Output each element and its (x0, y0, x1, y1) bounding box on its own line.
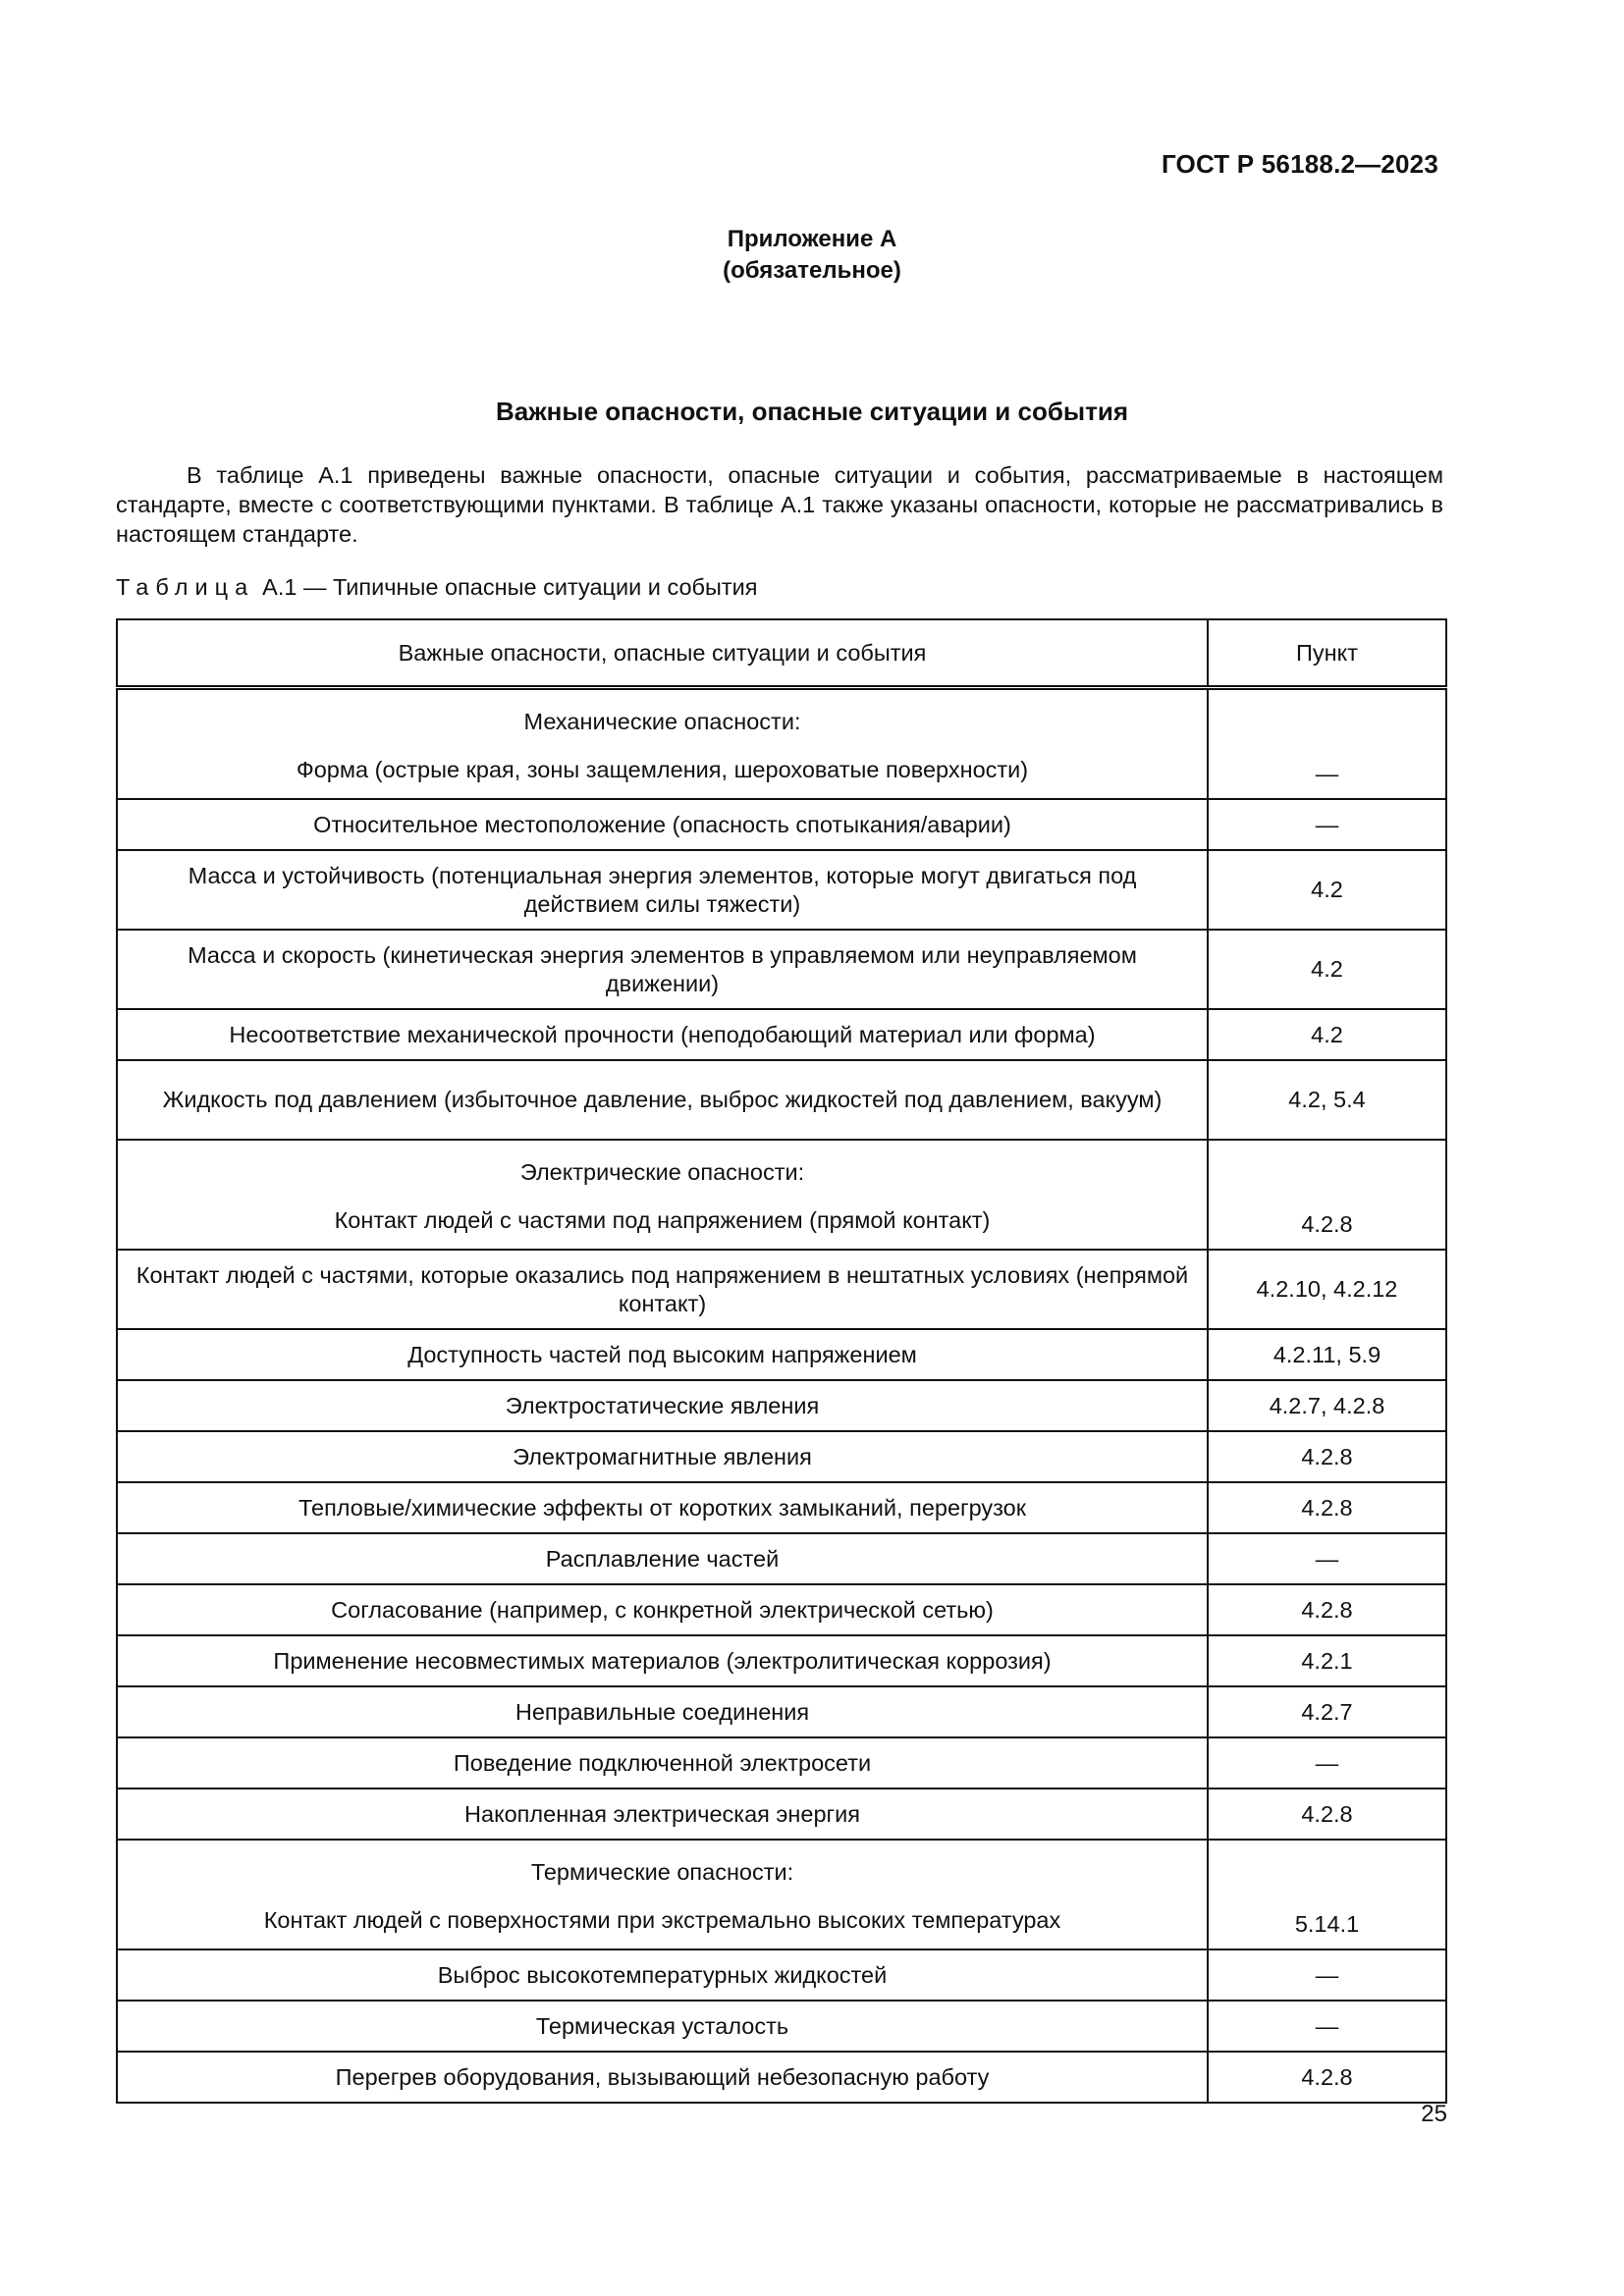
table-row (117, 1737, 1446, 1789)
hazard-cell (117, 688, 1208, 800)
hazard-cell (117, 1737, 1208, 1789)
hazard-text: Относительное местоположение (опасность спотыкания/аварии) (313, 811, 1011, 837)
clause-cell: 4.2 (1208, 850, 1446, 930)
clause-cell: 4.2.8 (1208, 1431, 1446, 1482)
table-row (117, 1009, 1446, 1060)
hazard-text: Доступность частей под высоким напряжением (407, 1341, 917, 1367)
hazard-cell (117, 2052, 1208, 2103)
table-row (117, 930, 1446, 1009)
table-row (117, 1635, 1446, 1686)
table-row (117, 688, 1446, 800)
hazard-text: Выброс высокотемпературных жидкостей (437, 1961, 888, 1988)
table-row (117, 1789, 1446, 1840)
hazard-text: Контакт людей с частями, которые оказались под напряжением в нештатных условиях (непрямой контакт) (135, 1261, 1189, 1316)
hazard-cell (117, 799, 1208, 850)
hazard-cell (117, 2001, 1208, 2052)
table-row (117, 1380, 1446, 1431)
hazard-cell (117, 1789, 1208, 1840)
clause-cell: — (1208, 1949, 1446, 2001)
clause-cell: 4.2.10, 4.2.12 (1208, 1250, 1446, 1329)
clause-cell: 4.2.1 (1208, 1635, 1446, 1686)
header-clause: Пункт (1208, 619, 1446, 688)
table-row (117, 1431, 1446, 1482)
hazard-text: Поведение подключенной электросети (453, 1749, 872, 1776)
table-row (117, 850, 1446, 930)
table-caption-label: Таблица (116, 574, 255, 600)
hazard-text: Перегрев оборудования, вызывающий небезопасную работу (335, 2063, 990, 2090)
clause-cell: 4.2.8 (1208, 1789, 1446, 1840)
clause-cell: 4.2.7 (1208, 1686, 1446, 1737)
page-number: 25 (1421, 2101, 1447, 2127)
hazard-text: Жидкость под давлением (избыточное давление, выброс жидкостей под давлением, вакуум) (162, 1087, 1163, 1112)
table-row (117, 2052, 1446, 2103)
hazard-cell (117, 1949, 1208, 2001)
table-row (117, 1840, 1446, 1949)
hazard-group-heading: Термические опасности: (530, 1859, 794, 1885)
hazard-text: Масса и устойчивость (потенциальная энергия элементов, которые могут двигаться под действием силы тяжести) (188, 862, 1137, 917)
clause-cell: — (1208, 688, 1446, 800)
hazard-text: Применение несовместимых материалов (электролитическая коррозия) (273, 1647, 1052, 1674)
hazard-cell (117, 1009, 1208, 1060)
clause-cell: 4.2.8 (1208, 2052, 1446, 2103)
table-header-row (117, 619, 1446, 688)
hazard-cell (117, 1686, 1208, 1737)
table-row (117, 2001, 1446, 2052)
clause-cell: 4.2 (1208, 930, 1446, 1009)
table-row (117, 1482, 1446, 1533)
clause-cell: 4.2 (1208, 1009, 1446, 1060)
hazard-cell (117, 1533, 1208, 1584)
clause-cell: 4.2.8 (1208, 1140, 1446, 1250)
appendix-heading (0, 224, 1624, 287)
hazards-table (116, 618, 1447, 2104)
hazard-cell (117, 1840, 1208, 1949)
hazard-group-heading: Механические опасности: (523, 709, 801, 734)
clause-cell: — (1208, 1533, 1446, 1584)
hazard-cell (117, 850, 1208, 930)
table-row (117, 1686, 1446, 1737)
clause-cell: 4.2, 5.4 (1208, 1060, 1446, 1140)
hazard-cell (117, 1060, 1208, 1140)
clause-cell: — (1208, 2001, 1446, 2052)
hazard-text: Накопленная электрическая энергия (464, 1800, 860, 1827)
table-row (117, 1329, 1446, 1380)
intro-paragraph: В таблице А.1 приведены важные опасности, опасные ситуации и события, рассматриваемые в настоящем стандарте, вместе с соответствующими пунктами. В таблице А.1 также указаны опасности, которые не рассматривались в настоящем стандарте. (116, 462, 1443, 547)
hazard-cell (117, 1140, 1208, 1250)
hazard-text: Контакт людей с поверхностями при экстремально высоких температурах (263, 1907, 1061, 1933)
hazard-text: Неправильные соединения (514, 1698, 810, 1725)
table-row (117, 1584, 1446, 1635)
table-row (117, 1533, 1446, 1584)
hazard-text: Термическая усталость (535, 2012, 789, 2039)
hazard-cell (117, 1584, 1208, 1635)
hazard-text: Несоответствие механической прочности (неподобающий материал или форма) (229, 1021, 1096, 1047)
hazard-text: Электромагнитные явления (513, 1443, 812, 1469)
clause-cell: — (1208, 799, 1446, 850)
hazard-cell (117, 930, 1208, 1009)
table-caption (116, 574, 758, 601)
appendix-status: (обязательное) (723, 257, 901, 284)
hazard-cell (117, 1431, 1208, 1482)
header-hazards: Важные опасности, опасные ситуации и события (117, 619, 1208, 688)
hazard-text: Расплавление частей (545, 1545, 780, 1572)
hazard-text: Тепловые/химические эффекты от коротких замыканий, перегрузок (298, 1494, 1027, 1521)
hazard-cell (117, 1329, 1208, 1380)
table-row (117, 799, 1446, 850)
section-title: Важные опасности, опасные ситуации и события (495, 397, 1128, 426)
hazard-text: Электростатические явления (505, 1392, 820, 1418)
hazard-text: Согласование (например, с конкретной электрической сетью) (331, 1596, 994, 1623)
table-row (117, 1949, 1446, 2001)
table-row (117, 1140, 1446, 1250)
table-row (117, 1060, 1446, 1140)
clause-cell: 4.2.8 (1208, 1584, 1446, 1635)
hazard-group-heading: Электрические опасности: (519, 1159, 805, 1185)
table-caption-text: А.1 — Типичные опасные ситуации и события (262, 574, 758, 600)
table-row (117, 1250, 1446, 1329)
hazard-cell (117, 1482, 1208, 1533)
clause-cell: 4.2.11, 5.9 (1208, 1329, 1446, 1380)
clause-cell: 4.2.7, 4.2.8 (1208, 1380, 1446, 1431)
hazard-text: Форма (острые края, зоны защемления, шероховатые поверхности) (296, 757, 1029, 782)
table-body (117, 688, 1446, 2104)
hazard-text: Контакт людей с частями под напряжением (прямой контакт) (334, 1207, 991, 1233)
hazard-cell (117, 1250, 1208, 1329)
document-code: ГОСТ Р 56188.2—2023 (1161, 149, 1438, 179)
hazard-cell (117, 1635, 1208, 1686)
clause-cell: — (1208, 1737, 1446, 1789)
clause-cell: 5.14.1 (1208, 1840, 1446, 1949)
clause-cell: 4.2.8 (1208, 1482, 1446, 1533)
appendix-title: Приложение А (727, 226, 897, 252)
hazard-cell (117, 1380, 1208, 1431)
hazard-text: Масса и скорость (кинетическая энергия элементов в управляемом или неуправляемом движении) (188, 941, 1137, 996)
